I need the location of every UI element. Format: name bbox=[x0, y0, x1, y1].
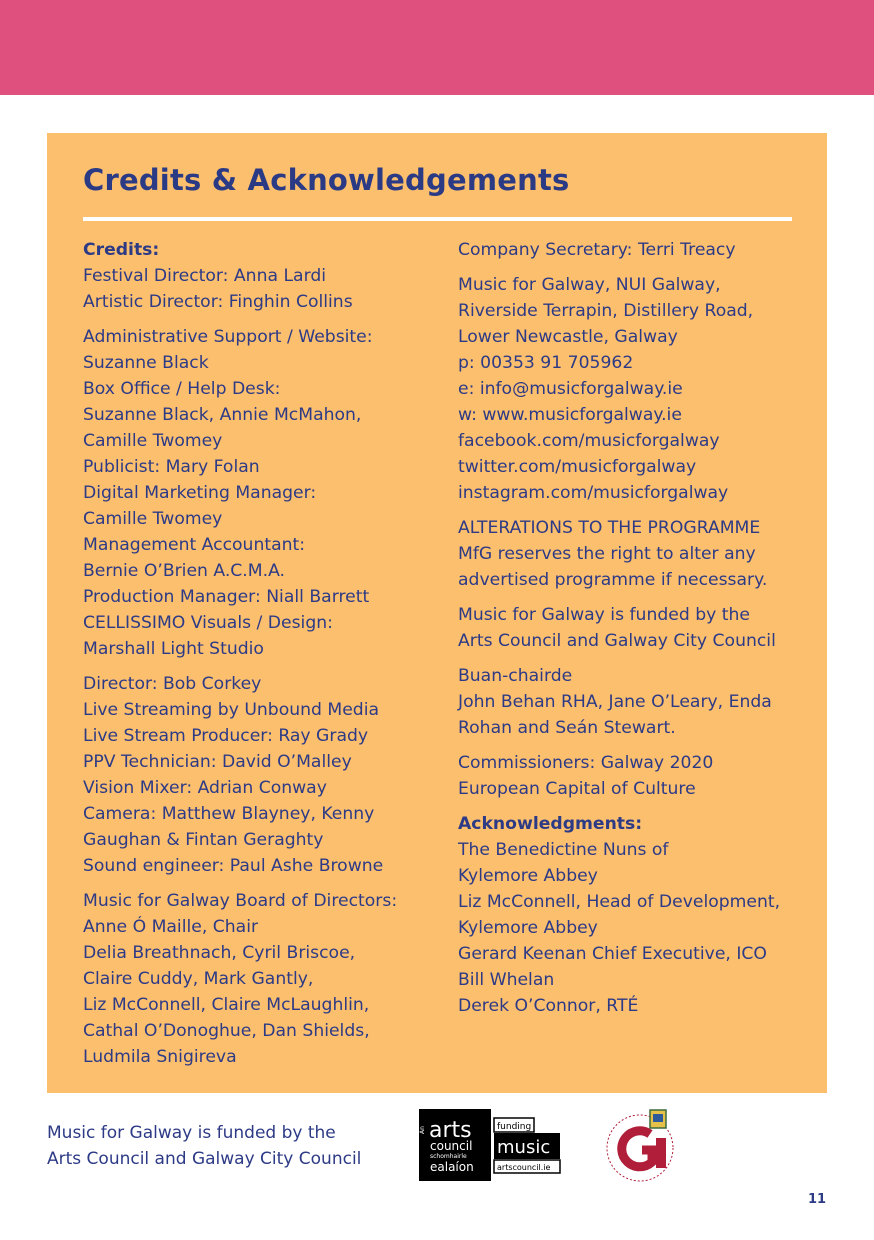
credit-line: Box Office / Help Desk: bbox=[83, 379, 281, 399]
credit-line: Cathal O’Donoghue, Dan Shields, bbox=[83, 1021, 370, 1041]
paragraph-spacer bbox=[458, 263, 818, 272]
credit-line: Suzanne Black bbox=[83, 353, 209, 373]
credit-line: Liz McConnell, Claire McLaughlin, bbox=[83, 995, 370, 1015]
arts-council-logo-ealaion: ealaíon bbox=[430, 1160, 474, 1174]
paragraph-spacer bbox=[458, 593, 818, 602]
section-heading: Acknowledgments: bbox=[458, 814, 643, 834]
paragraph-spacer bbox=[83, 315, 443, 324]
credit-line: Derek O’Connor, RTÉ bbox=[458, 996, 639, 1016]
credit-line: Buan-chairde bbox=[458, 666, 573, 686]
credit-line: Claire Cuddy, Mark Gantly, bbox=[83, 969, 314, 989]
credit-line: advertised programme if necessary. bbox=[458, 570, 768, 590]
credit-line: Artistic Director: Finghin Collins bbox=[83, 292, 353, 312]
credit-line: p: 00353 91 705962 bbox=[458, 353, 634, 373]
credits-left-column bbox=[83, 237, 443, 1070]
section-heading: Credits: bbox=[83, 240, 160, 260]
credit-line: Kylemore Abbey bbox=[458, 866, 598, 886]
credit-line: Company Secretary: Terri Treacy bbox=[458, 240, 736, 260]
credit-line: Anne Ó Maille, Chair bbox=[83, 917, 259, 937]
credit-line: twitter.com/musicforgalway bbox=[458, 457, 697, 477]
credit-line: Gerard Keenan Chief Executive, ICO bbox=[458, 944, 767, 964]
credit-line: Liz McConnell, Head of Development, bbox=[458, 892, 781, 912]
credit-line: Rohan and Seán Stewart. bbox=[458, 718, 676, 738]
arts-council-logo-arts: arts bbox=[429, 1118, 472, 1143]
credit-line: Arts Council and Galway City Council bbox=[458, 631, 776, 651]
paragraph-spacer bbox=[83, 879, 443, 888]
paragraph-spacer bbox=[458, 506, 818, 515]
credit-line: Live Streaming by Unbound Media bbox=[83, 700, 380, 720]
credit-line: CELLISSIMO Visuals / Design: bbox=[83, 613, 333, 633]
credits-right-column bbox=[458, 237, 818, 1019]
arts-council-logo-council: council bbox=[430, 1139, 473, 1153]
arts-council-logo bbox=[419, 1109, 561, 1181]
credit-line: Bernie O’Brien A.C.M.A. bbox=[83, 561, 285, 581]
credit-line: ALTERATIONS TO THE PROGRAMME bbox=[458, 518, 761, 538]
funding-statement-line: Arts Council and Galway City Council bbox=[47, 1149, 362, 1169]
credit-line: Publicist: Mary Folan bbox=[83, 457, 260, 477]
credit-line: Kylemore Abbey bbox=[458, 918, 598, 938]
credit-line: MfG reserves the right to alter any bbox=[458, 544, 756, 564]
credit-line: Digital Marketing Manager: bbox=[83, 483, 317, 503]
credit-line: PPV Technician: David O’Malley bbox=[83, 752, 352, 772]
paragraph-spacer bbox=[83, 662, 443, 671]
credit-line: Camille Twomey bbox=[83, 509, 223, 529]
credit-line: facebook.com/musicforgalway bbox=[458, 431, 720, 451]
credit-line: Production Manager: Niall Barrett bbox=[83, 587, 370, 607]
gcc-logo-g-mark bbox=[622, 1131, 652, 1167]
credit-line: Festival Director: Anna Lardi bbox=[83, 266, 327, 286]
credit-line: Commissioners: Galway 2020 bbox=[458, 753, 714, 773]
credit-line: instagram.com/musicforgalway bbox=[458, 483, 729, 503]
credit-line: Music for Galway is funded by the bbox=[458, 605, 750, 625]
credit-line: e: info@musicforgalway.ie bbox=[458, 379, 683, 399]
credit-line: Ludmila Snigireva bbox=[83, 1047, 237, 1067]
credit-line: Gaughan & Fintan Geraghty bbox=[83, 830, 324, 850]
credit-line: Bill Whelan bbox=[458, 970, 555, 990]
credit-line: Sound engineer: Paul Ashe Browne bbox=[83, 856, 384, 876]
funding-statement-line: Music for Galway is funded by the bbox=[47, 1123, 336, 1143]
credit-line: Management Accountant: bbox=[83, 535, 306, 555]
top-color-band bbox=[0, 0, 874, 95]
credit-line: Suzanne Black, Annie McMahon, bbox=[83, 405, 362, 425]
title-divider bbox=[83, 217, 792, 221]
credit-line: John Behan RHA, Jane O’Leary, Enda bbox=[458, 692, 772, 712]
credit-line: Director: Bob Corkey bbox=[83, 674, 262, 694]
galway-city-council-logo bbox=[600, 1104, 682, 1184]
credit-line: Camille Twomey bbox=[83, 431, 223, 451]
credit-line: Camera: Matthew Blayney, Kenny bbox=[83, 804, 375, 824]
credit-line: Marshall Light Studio bbox=[83, 639, 264, 659]
credit-line: Lower Newcastle, Galway bbox=[458, 327, 678, 347]
paragraph-spacer bbox=[458, 741, 818, 750]
arts-council-logo-an: An bbox=[419, 1126, 426, 1134]
credit-line: Delia Breathnach, Cyril Briscoe, bbox=[83, 943, 356, 963]
page-number: 11 bbox=[808, 1192, 827, 1207]
credits-panel bbox=[47, 133, 827, 1093]
arts-council-logo-chomhairle: schomhairle bbox=[430, 1153, 467, 1160]
credit-line: Music for Galway Board of Directors: bbox=[83, 891, 398, 911]
credit-line: Music for Galway, NUI Galway, bbox=[458, 275, 721, 295]
gcc-logo-crest-field bbox=[653, 1114, 663, 1122]
page-title: Credits & Acknowledgements bbox=[83, 163, 570, 197]
paragraph-spacer bbox=[458, 802, 818, 811]
arts-council-logo-funding: funding bbox=[497, 1122, 532, 1132]
credit-line: Live Stream Producer: Ray Grady bbox=[83, 726, 369, 746]
credit-line: w: www.musicforgalway.ie bbox=[458, 405, 682, 425]
arts-council-logo-music: music bbox=[497, 1137, 551, 1158]
credit-line: Administrative Support / Website: bbox=[83, 327, 373, 347]
funding-statement bbox=[47, 1120, 361, 1172]
credit-line: Vision Mixer: Adrian Conway bbox=[83, 778, 327, 798]
credit-line: European Capital of Culture bbox=[458, 779, 696, 799]
gcc-logo-bar bbox=[656, 1138, 666, 1168]
credit-line: The Benedictine Nuns of bbox=[458, 840, 669, 860]
credit-line: Riverside Terrapin, Distillery Road, bbox=[458, 301, 754, 321]
arts-council-logo-url: artscouncil.ie bbox=[497, 1163, 551, 1172]
paragraph-spacer bbox=[458, 654, 818, 663]
